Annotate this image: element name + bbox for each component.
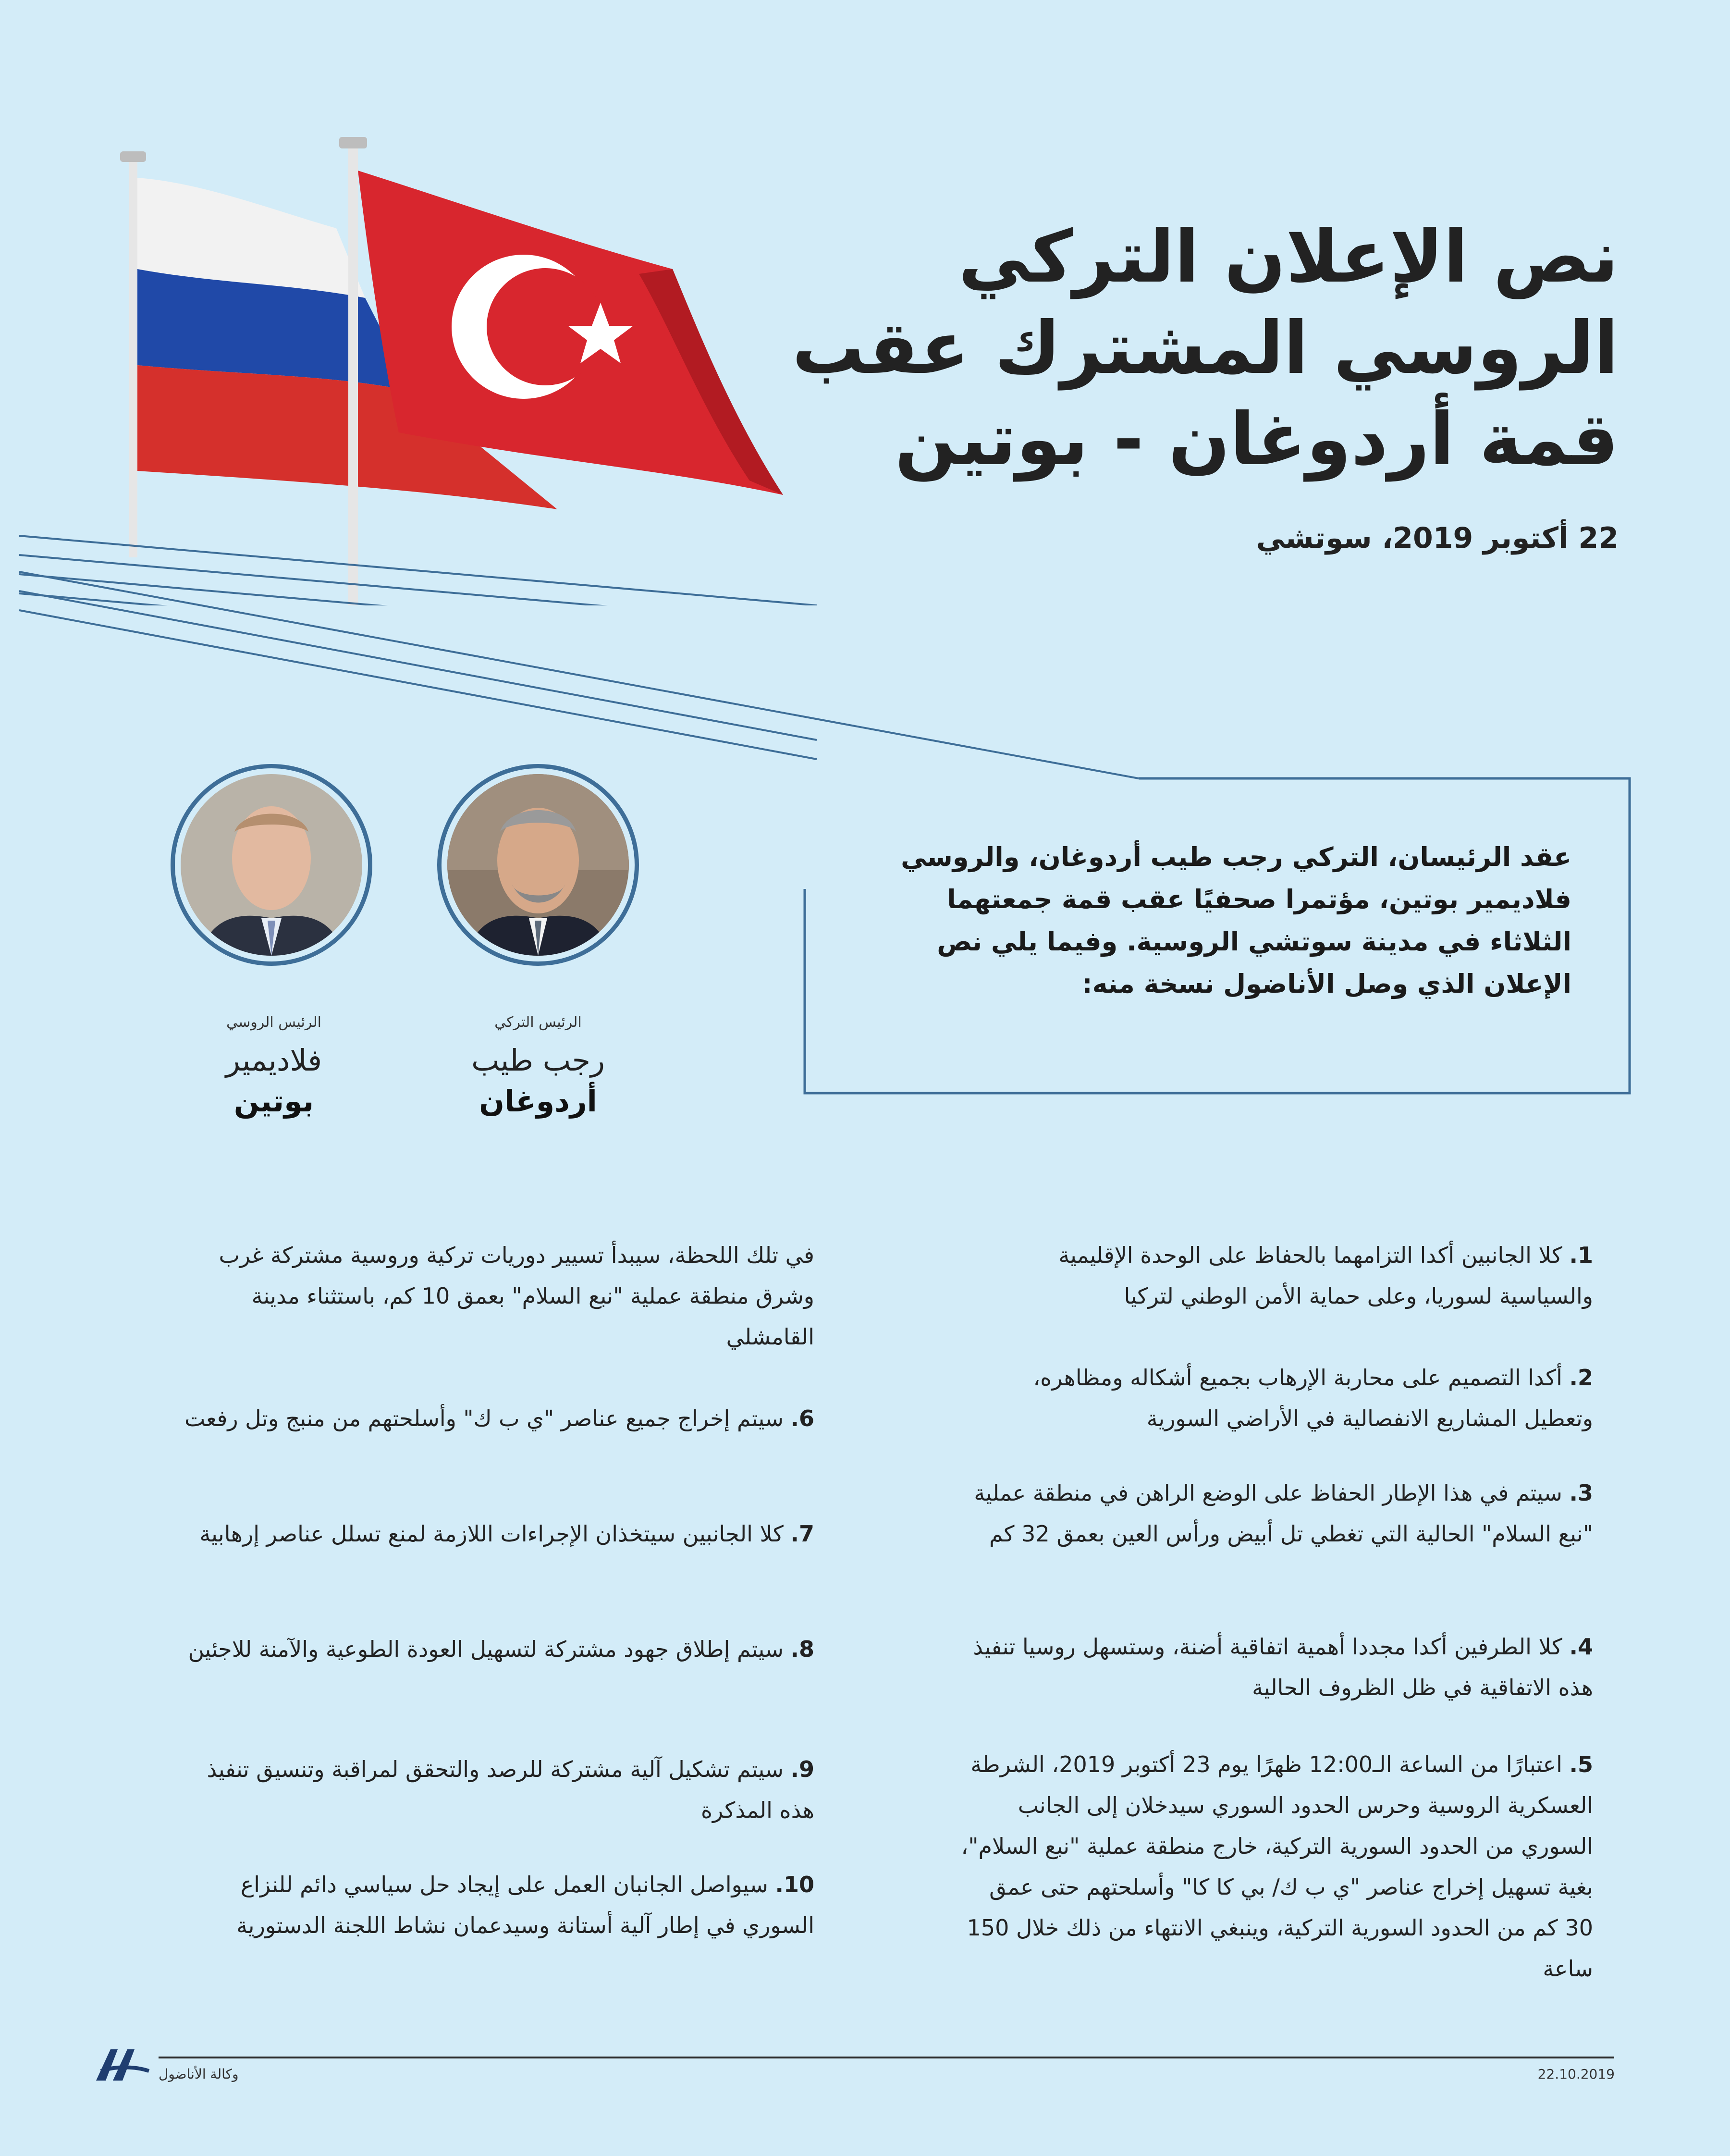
russia-flagpole [129,159,137,557]
putin-first-name: فلاديمير [225,1043,322,1078]
item-number: 4. [1569,1634,1593,1660]
putin-avatar [181,774,362,956]
list-item [180,1749,814,1831]
item-number: 8. [790,1636,814,1662]
dateline: 22 أكتوبر 2019، سوتشي [1256,521,1619,555]
item-number: 9. [790,1756,814,1782]
list-item [959,1473,1593,1554]
erdogan-role: الرئيس التركي [494,1014,582,1031]
erdogan-avatar [447,774,629,956]
item-number: 6. [790,1405,814,1431]
footer-date: 22.10.2019 [1537,2066,1615,2082]
page-title-line-1: نص الإعلان التركي [958,215,1619,299]
item-text: أكدا التصميم على محاربة الإرهاب بجميع أشكاله ومظاهره، وتعطيل المشاريع الانفصالية في الأراضي السورية [1033,1365,1593,1431]
list-item [180,1235,814,1357]
putin-role: الرئيس الروسي [226,1014,321,1031]
item-number: 5. [1569,1751,1593,1777]
item-text: اعتبارًا من الساعة الـ12:00 ظهرًا يوم 23 أكتوبر 2019، الشرطة العسكرية الروسية وحرس الحدود السوري سيدخلان إلى الجانب السوري من الحدود السورية التركية، خارج منطقة عملية "نبع السلام"، بغية تسهيل إخراج عناصر "ي ب ك/ بي كا كا" وأسلحتهم حتى عمق 30 كم من الحدود السورية التركية، وينبغي الانتهاء من ذلك خلال 150 ساعة [961,1751,1593,1982]
page-title-line-2: الروسي المشترك عقب [792,307,1619,390]
item-text: سيتم إطلاق جهود مشتركة لتسهيل العودة الطوعية والآمنة للاجئين [188,1636,784,1662]
item-number: 1. [1569,1242,1593,1268]
footer-divider [159,2057,1614,2058]
item-text: سيواصل الجانبان العمل على إيجاد حل سياسي دائم للنزاع السوري في إطار آلية أستانة وسيدعمان نشاط اللجنة الدستورية [236,1872,814,1938]
list-item [959,1626,1593,1708]
erdogan-portrait [437,764,639,966]
item-text: سيتم تشكيل آلية مشتركة للرصد والتحقق لمراقبة وتنسيق تنفيذ هذه المذكرة [207,1756,814,1823]
item-text: كلا الجانبين سيتخذان الإجراءات اللازمة لمنع تسلل عناصر إرهابية [199,1521,784,1547]
list-item [180,1864,814,1946]
item-text: كلا الجانبين أكدا التزامهما بالحفاظ على الوحدة الإقليمية والسياسية لسوريا، وعلى حماية الأمن الوطني لتركيا [1058,1242,1593,1309]
item-number: 2. [1569,1365,1593,1391]
list-item [959,1235,1593,1317]
list-item [180,1629,814,1670]
list-item [959,1744,1593,1989]
putin-portrait [171,764,372,966]
list-item [180,1398,814,1439]
putin-last-name: بوتين [233,1084,314,1119]
item-number: 3. [1569,1480,1593,1506]
item-number: 10. [775,1872,814,1897]
erdogan-last-name: أردوغان [479,1084,597,1119]
intro-paragraph: عقد الرئيسان، التركي رجب طيب أردوغان، والروسي فلاديمير بوتين، مؤتمرا صحفيًا عقب قمة جمعتهما الثلاثاء في مدينة سوتشي الروسية. وفيما يلي نص الإعلان الذي وصل الأناضول نسخة منه: [901,842,1571,999]
erdogan-first-name: رجب طيب [471,1043,605,1078]
item-text: في تلك اللحظة، سيبدأ تسيير دوريات تركية وروسية مشتركة غرب وشرق منطقة عملية "نبع السلام" بعمق 10 كم، باستثناء مدينة القامشلي [219,1242,814,1350]
list-item [180,1514,814,1554]
item-text: سيتم في هذا الإطار الحفاظ على الوضع الراهن في منطقة عملية "نبع السلام" الحالية التي تغطي تل أبيض ورأس العين بعمق 32 كم [974,1480,1593,1547]
item-text: سيتم إخراج جميع عناصر "ي ب ك" وأسلحتهم من منبج وتل رفعت [184,1405,784,1431]
item-number: 7. [790,1521,814,1547]
item-text: كلا الطرفين أكدا مجددا أهمية اتفاقية أضنة، وستسهل روسيا تنفيذ هذه الاتفاقية في ظل الظروف الحالية [973,1634,1593,1700]
anadolu-logo-icon [91,2045,154,2083]
page-title-line-3: قمة أردوغان - بوتين [895,398,1619,481]
list-item [959,1357,1593,1439]
agency-name: وكالة الأناضول [159,2066,239,2082]
